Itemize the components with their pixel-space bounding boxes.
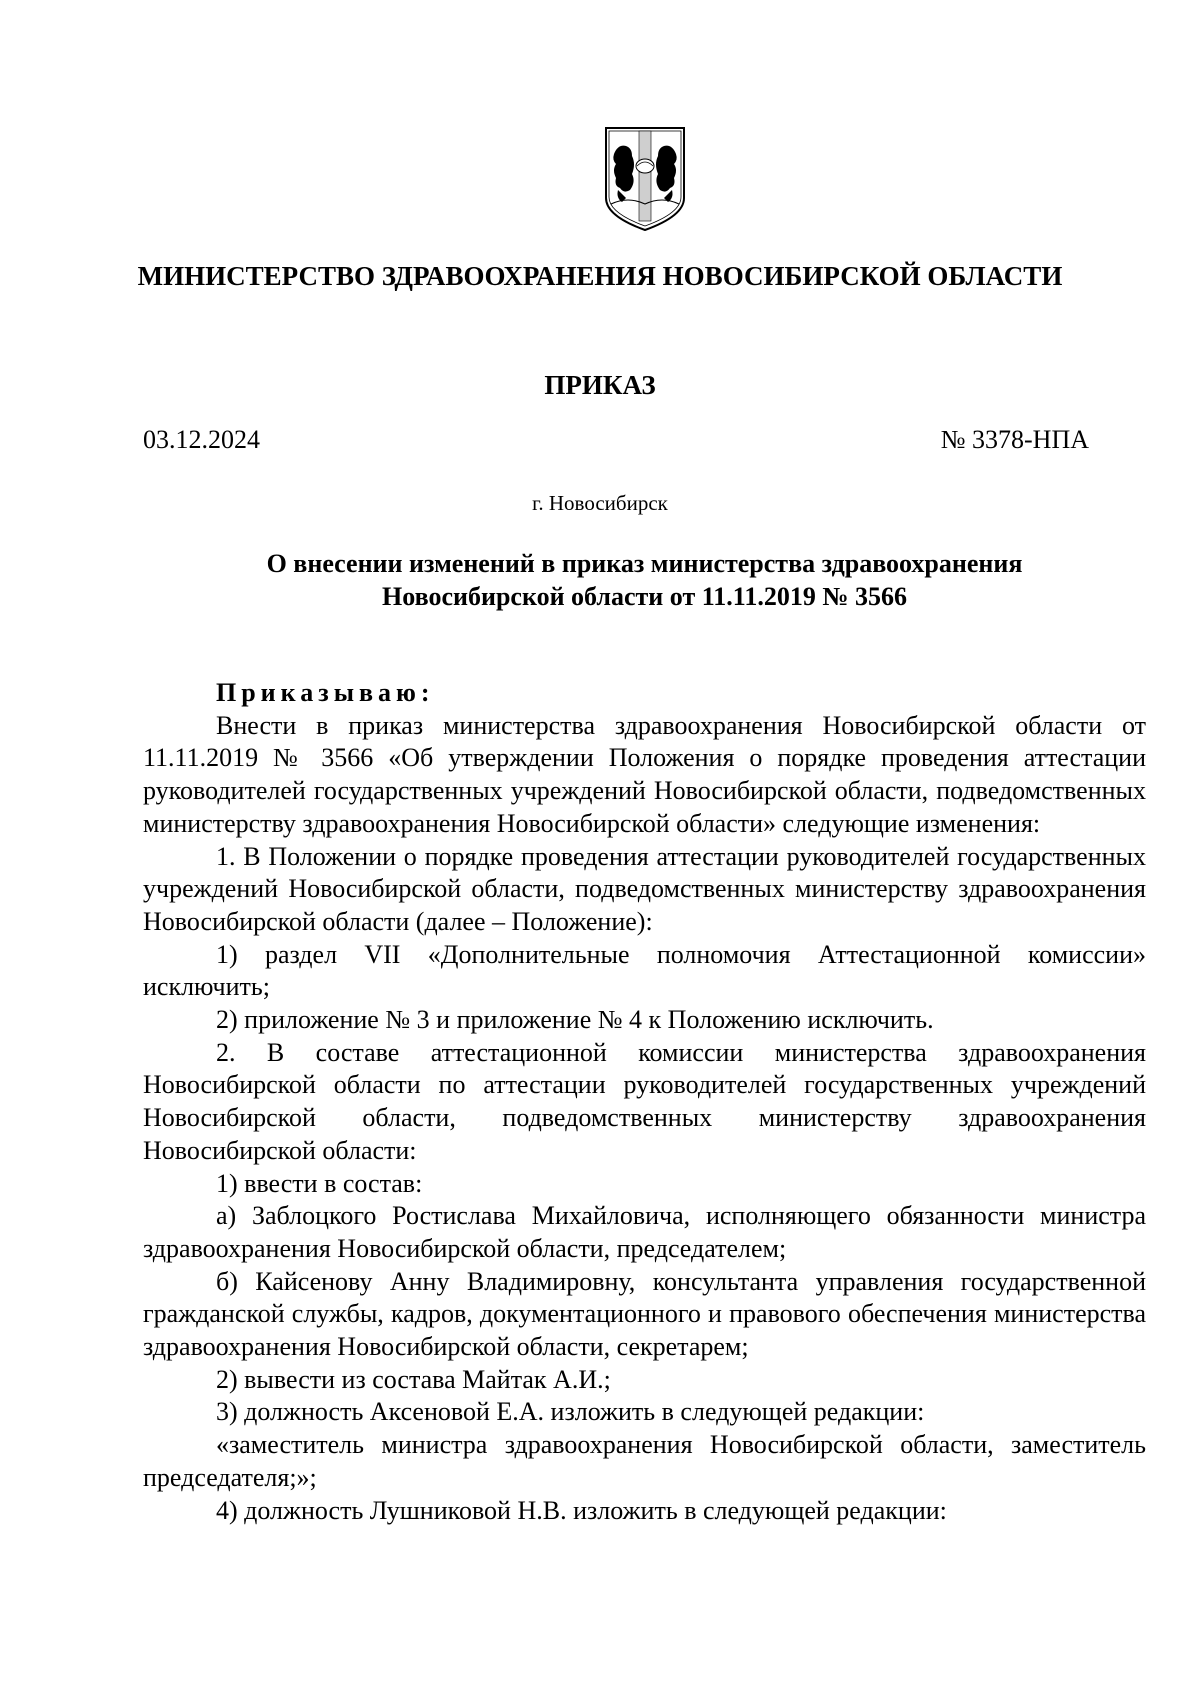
ministry-title: МИНИСТЕРСТВО ЗДРАВООХРАНЕНИЯ НОВОСИБИРСКОЙ ОБЛАСТИ: [137, 261, 1063, 291]
document-number: № 3378-НПА: [940, 425, 1089, 454]
coat-of-arms-icon: [602, 124, 688, 234]
issuing-city: г. Новосибирск: [532, 491, 668, 515]
body-paragraph: а) Заблоцкого Ростислава Михайловича, исполняющего обязанности министра здравоохранения Новосибирской области, председателем;: [143, 1201, 1146, 1263]
document-type: ПРИКАЗ: [544, 370, 656, 400]
body-paragraph: б) Кайсенову Анну Владимировну, консультанта управления государственной гражданской службы, кадров, документационного и правового обеспечения министерства здравоохранения Новосибирской области, секретарем;: [143, 1266, 1146, 1362]
body-paragraph: 2. В составе аттестационной комиссии министерства здравоохранения Новосибирской области по аттестации руководителей государственных учреждений Новосибирской области, подведомственных министерству здравоохранения Новосибирской области:: [143, 1037, 1146, 1165]
body-paragraph: 2) приложение № 3 и приложение № 4 к Положению исключить.: [216, 1005, 934, 1035]
body-paragraph: 4) должность Лушниковой Н.В. изложить в следующей редакции:: [216, 1495, 947, 1525]
order-lead: Приказываю:: [216, 678, 435, 707]
document-date: 03.12.2024: [143, 425, 260, 454]
subject-line-2: Новосибирской области от 11.11.2019 № 3566: [382, 582, 907, 611]
body-paragraph: «заместитель министра здравоохранения Новосибирской области, заместитель председателя;»;: [143, 1430, 1146, 1492]
body-paragraph: 1. В Положении о порядке проведения аттестации руководителей государственных учреждений Новосибирской области, подведомственных министерству здравоохранения Новосибирской области (далее – Положение):: [143, 841, 1146, 936]
order-subject: [143, 547, 1146, 613]
body-paragraph: Внести в приказ министерства здравоохранения Новосибирской области от 11.11.2019 № 3566 «Об утверждении Положения о порядке проведения аттестации руководителей государственных учреждений Новосибирской области, подведомственных министерству здравоохранения Новосибирской области» следующие изменения:: [143, 710, 1146, 838]
subject-line-1: О внесении изменений в приказ министерства здравоохранения: [266, 549, 1023, 578]
body-paragraph: 1) ввести в состав:: [216, 1168, 423, 1198]
order-body: [143, 677, 1146, 1527]
body-paragraph: 2) вывести из состава Майтак А.И.;: [216, 1364, 611, 1394]
body-paragraph: 3) должность Аксеновой Е.А. изложить в следующей редакции:: [216, 1397, 925, 1427]
body-paragraph: 1) раздел VII «Дополнительные полномочия Аттестационной комиссии» исключить;: [143, 939, 1146, 1002]
